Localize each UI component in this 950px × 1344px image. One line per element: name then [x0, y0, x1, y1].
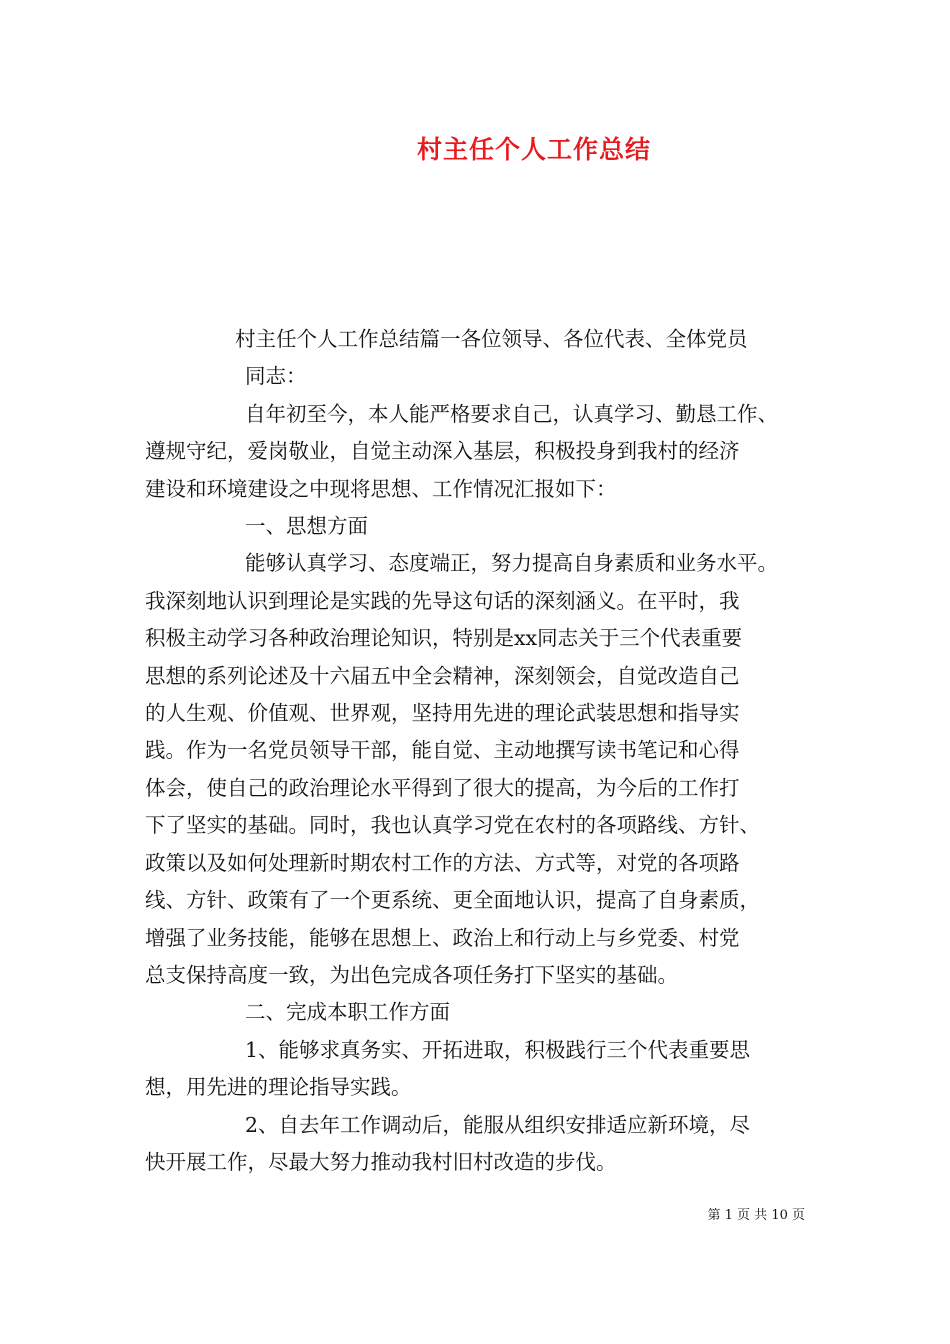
- text-line: 快开展工作，尽最大努力推动我村旧村改造的步伐。: [145, 1149, 617, 1174]
- text-line: 践。作为一名党员领导干部，能自觉、主动地撰写读书笔记和心得: [145, 738, 740, 763]
- text-line: 能够认真学习、态度端正，努力提高自身素质和业务水平。: [245, 551, 778, 576]
- text-line: 体会，使自己的政治理论水平得到了很大的提高，为今后的工作打: [145, 775, 740, 800]
- text-line: 村主任个人工作总结篇一各位领导、各位代表、全体党员: [235, 327, 748, 351]
- text-line: 总支保持高度一致，为出色完成各项任务打下坚实的基础。: [145, 962, 678, 987]
- text-line: 的人生观、价值观、世界观，坚持用先进的理论武装思想和指导实: [145, 701, 740, 726]
- text-line: 建设和环境建设之中现将思想、工作情况汇报如下：: [145, 476, 617, 501]
- text-line: 政策以及如何处理新时期农村工作的方法、方式等，对党的各项路: [145, 850, 740, 875]
- text-line: 下了坚实的基础。同时，我也认真学习党在农村的各项路线、方针、: [145, 813, 760, 838]
- text-line: 2、自去年工作调动后，能服从组织安排适应新环境，尽: [245, 1112, 751, 1137]
- text-line: 二、完成本职工作方面: [245, 1000, 450, 1025]
- text-line: 一、思想方面: [245, 514, 368, 539]
- text-line: 同志：: [245, 364, 307, 389]
- document-title: 村主任个人工作总结: [416, 135, 651, 164]
- text-line: 积极主动学习各种政治理论知识，特别是xx同志关于三个代表重要: [145, 626, 743, 651]
- text-line: 线、方针、政策有了一个更系统、更全面地认识，提高了自身素质，: [145, 888, 760, 913]
- document-body: [145, 321, 810, 1181]
- text-line: 想，用先进的理论指导实践。: [145, 1075, 412, 1100]
- page-number-footer: 第 1 页 共 10 页: [707, 1208, 805, 1223]
- text-line: 增强了业务技能，能够在思想上、政治上和行动上与乡党委、村党: [145, 925, 740, 950]
- text-line: 1、能够求真务实、开拓进取，积极践行三个代表重要思: [245, 1037, 751, 1062]
- text-line: 遵规守纪，爱岗敬业，自觉主动深入基层，积极投身到我村的经济: [145, 439, 740, 464]
- text-line: 思想的系列论述及十六届五中全会精神，深刻领会，自觉改造自己: [145, 663, 740, 688]
- text-line: 我深刻地认识到理论是实践的先导这句话的深刻涵义。在平时，我: [145, 588, 740, 613]
- text-line: 自年初至今，本人能严格要求自己，认真学习、勤恳工作、: [245, 401, 778, 426]
